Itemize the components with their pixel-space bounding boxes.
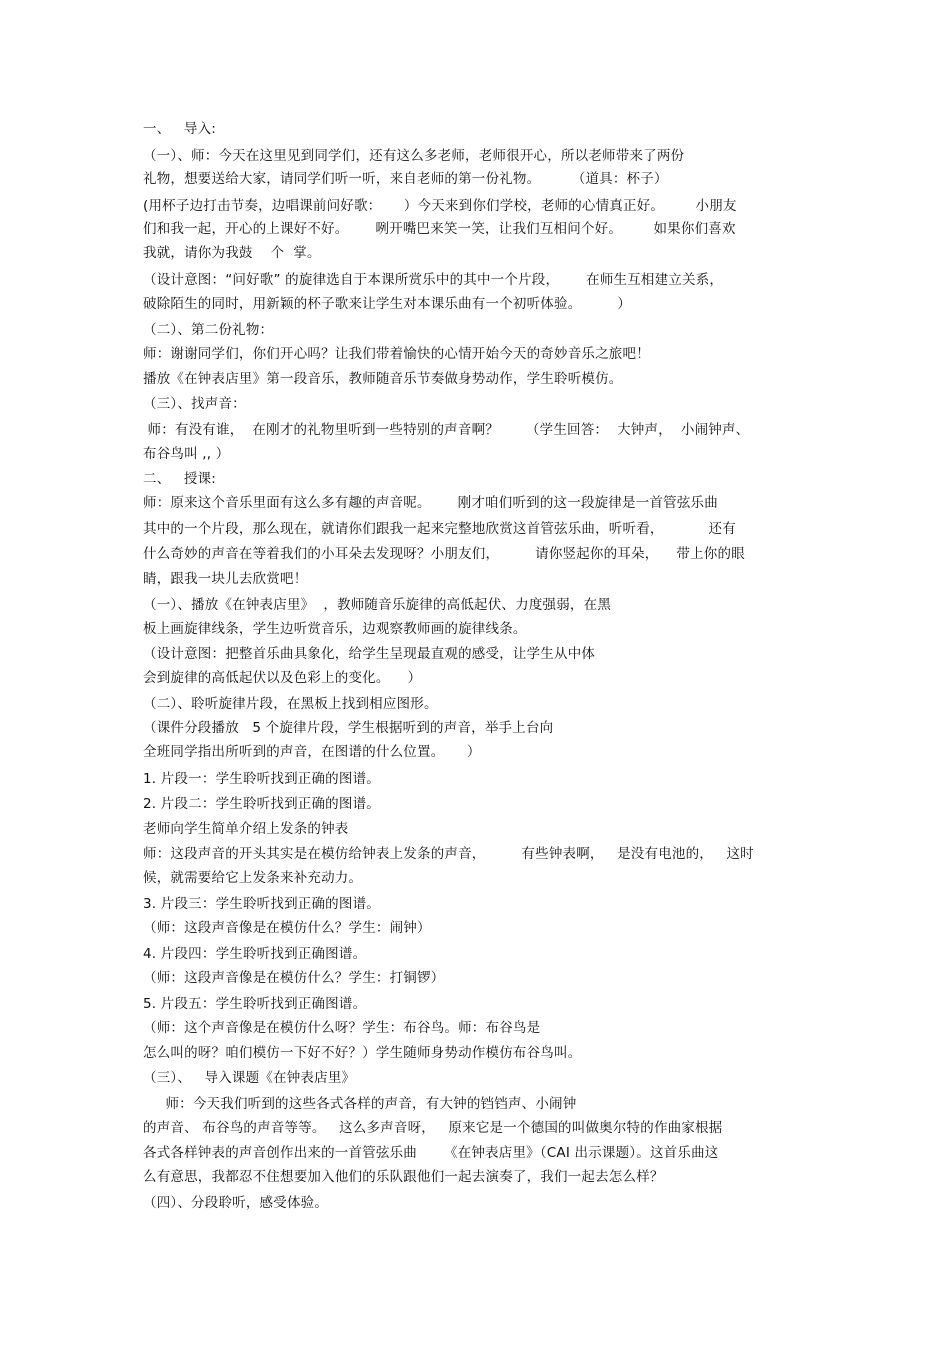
text-line: 4. 片段四：学生聆听找到正确图谱。: [143, 946, 367, 962]
text-line: 怎么叫的呀？咱们模仿一下好不好？）学生随师身势动作模仿布谷鸟叫。: [143, 1045, 582, 1061]
text-line: （四）、分段聆听，感受体验。: [143, 1195, 329, 1211]
text-line: （课件分段播放 5 个旋律片段，学生根据听到的声音，举手上台向: [143, 720, 554, 736]
text-line: 们和我一起，开心的上课好不好。 咧开嘴巴来笑一笑，让我们互相问个好。 如果你们喜欢: [143, 221, 736, 237]
text-line: （三）、找声音：: [143, 396, 246, 412]
text-line: 各式各样钟表的声音创作出来的一首管弦乐曲 《在钟表店里》（CAI 出示课题）。这首乐曲这: [143, 1145, 719, 1161]
text-line: 5. 片段五：学生聆听找到正确图谱。: [143, 996, 367, 1012]
text-line: 我就，请你为我鼓 个 掌。: [143, 245, 321, 261]
text-line: （师：这段声音像是在模仿什么？学生：打铜锣）: [143, 970, 445, 986]
text-line: 老师向学生简单介绍上发条的钟表: [143, 821, 349, 837]
text-line: 3. 片段三：学生聆听找到正确的图谱。: [143, 896, 380, 912]
text-line: （二）、聆听旋律片段，在黑板上找到相应图形。: [143, 696, 438, 712]
text-line: 礼物，想要送给大家，请同学们听一听，来自老师的第一份礼物。 （道具：杯子）: [143, 171, 668, 187]
text-line: （二）、第二份礼物：: [143, 322, 274, 338]
text-line: 师：今天我们听到的这些各式各样的声音，有大钟的铛铛声、小闹钟: [143, 1096, 577, 1112]
text-line: 播放《在钟表店里》第一段音乐，教师随音乐节奏做身势动作，学生聆听模仿。: [143, 371, 623, 387]
text-line: 其中的一个片段，那么现在，就请你们跟我一起来完整地欣赏这首管弦乐曲，听听看， 还有: [143, 521, 736, 537]
text-line: 板上画旋律线条，学生边听赏音乐，边观察教师画的旋律线条。: [143, 621, 527, 637]
text-line: 师：有没有谁， 在刚才的礼物里听到一些特别的声音啊？ （学生回答： 大钟声， 小闹钟声、: [143, 422, 750, 438]
text-line: （师：这个声音像是在模仿什么呀？学生：布谷鸟。师：布谷鸟是: [143, 1020, 541, 1036]
text-line: （师：这段声音像是在模仿什么？学生：闹钟）: [143, 920, 431, 936]
text-line: 破除陌生的同时，用新颖的杯子歌来让学生对本课乐曲有一个初听体验。 ）: [143, 296, 632, 312]
text-line: 么有意思，我都忍不住想要加入他们的乐队跟他们一起去演奏了，我们一起去怎么样？: [143, 1169, 664, 1185]
text-line: 师：原来这个音乐里面有这么多有趣的声音呢。 刚才咱们听到的这一段旋律是一首管弦乐曲: [143, 495, 718, 511]
text-line: 会到旋律的高低起伏以及色彩上的变化。 ）: [143, 670, 422, 686]
text-line: 布谷鸟叫 ,, ）: [143, 446, 230, 462]
text-line: 全班同学指出所听到的声音，在图谱的什么位置。 ）: [143, 744, 481, 760]
text-line: 2. 片段二：学生聆听找到正确的图谱。: [143, 796, 380, 812]
text-line: 1. 片段一：学生聆听找到正确的图谱。: [143, 771, 380, 787]
text-line: 什么奇妙的声音在等着我们的小耳朵去发现呀？小朋友们， 请你竖起你的耳朵， 带上你的眼: [143, 546, 745, 562]
text-line: （三）、 导入课题《在钟表店里》: [143, 1070, 356, 1086]
text-line: 一、 导入:: [143, 121, 217, 137]
text-line: 候，就需要给它上发条来补充动力。: [143, 870, 363, 886]
text-line: 二、 授课:: [143, 471, 217, 487]
text-line: 睛，跟我一块儿去欣赏吧！: [143, 571, 308, 587]
text-line: （一）、播放《在钟表店里》 ，教师随音乐旋律的高低起伏、力度强弱，在黑: [143, 597, 612, 613]
text-line: （一）、师：今天在这里见到同学们，还有这么多老师，老师很开心，所以老师带来了两份: [143, 148, 685, 164]
text-line: 师：这段声音的开头其实是在模仿给钟表上发条的声音， 有些钟表啊， 是没有电池的， 这时: [143, 846, 754, 862]
text-line: （设计意图：把整首乐曲具象化，给学生呈现最直观的感受，让学生从中体: [143, 646, 596, 662]
text-line: (用杯子边打击节奏，边唱课前问好歌： ）今天来到你们学校，老师的心情真正好。 小朋友: [143, 198, 737, 214]
text-line: （设计意图：“问好歌” 的旋律选自于本课所赏乐中的其中一个片段， 在师生互相建立关系，: [143, 272, 724, 288]
text-line: 师：谢谢同学们，你们开心吗？让我们带着愉快的心情开始今天的奇妙音乐之旅吧！: [143, 346, 650, 362]
text-line: 的声音、 布谷鸟的声音等等。 这么多声音呀， 原来它是一个德国的叫做奥尔特的作曲家根据: [143, 1120, 723, 1136]
